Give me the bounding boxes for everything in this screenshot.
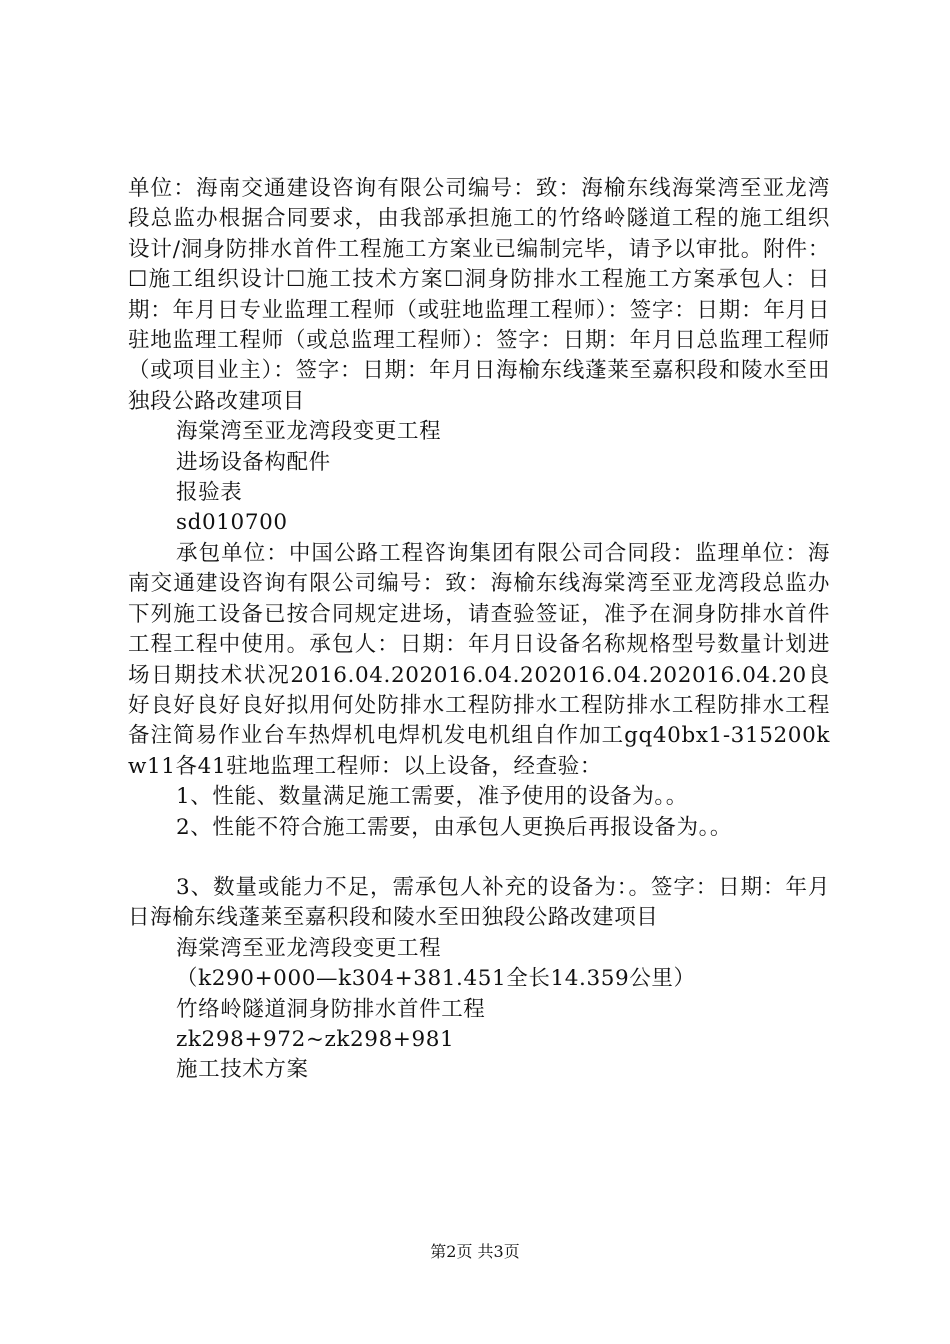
page-number-footer: 第2页 共3页 [430,1242,520,1261]
paragraph-project-section: 海棠湾至亚龙湾段变更工程 [176,419,442,445]
paragraph-form-code: sd010700 [176,510,288,536]
paragraph-item-1: 1、性能、数量满足施工需要，准予使用的设备为。。 [176,784,688,810]
paragraph-chainage-range: （k290+000—k304+381.451全长14.359公里） [176,966,696,992]
paragraph-tunnel-work: 竹络岭隧道洞身防排水首件工程 [176,996,486,1022]
paragraph-gap [128,843,830,873]
paragraph-equipment-title: 进场设备构配件 [176,449,331,475]
paragraph-item-2: 2、性能不符合施工需要，由承包人更换后再报设备为。。 [176,814,733,840]
paragraph-form-title: 报验表 [176,480,243,506]
paragraph-project-section-2: 海棠湾至亚龙湾段变更工程 [176,935,442,961]
paragraph-item-3: 3、数量或能力不足，需承包人补充的设备为：。签字：日期：年月日海榆东线蓬莱至嘉积段和陵水至田独段公路改建项目 [128,874,830,931]
paragraph-chainage-station: zk298+972~zk298+981 [176,1026,455,1052]
paragraph-technical-plan: 施工技术方案 [176,1057,309,1083]
paragraph-approval-request: 单位：海南交通建设咨询有限公司编号：致：海榆东线海棠湾至亚龙湾段总监办根据合同要求，由我部承担施工的竹络岭隧道工程的施工组织设计/洞身防排水首件工程施工方案业已编制完毕，请予以审批。附件：☐施工组织设计☐施工技术方案☐洞身防排水工程施工方案承包人：日期：年月日专业监理工程师（或驻地监理工程师）：签字：日期：年月日驻地监理工程师（或总监理工程师）：签字：日期：年月日总监理工程师（或项目业主）：签字：日期：年月日海榆东线蓬莱至嘉积段和陵水至田独段公路改建项目 [128,176,830,414]
paragraph-equipment-report: 承包单位：中国公路工程咨询集团有限公司合同段：监理单位：海南交通建设咨询有限公司编号：致：海榆东线海棠湾至亚龙湾段总监办下列施工设备已按合同规定进场，请查验签证，准予在洞身防排水首件工程工程中使用。承包人：日期：年月日设备名称规格型号数量计划进场日期技术状况2016.04.202016.04.202016.04.202016.04.20良好良好良好良好拟用何处防排水工程防排水工程防排水工程防排水工程备注简易作业台车热焊机电焊机发电机组自作加工gq40bx1-315200kw11各41驻地监理工程师：以上设备，经查验： [128,540,830,779]
document-body [128,174,830,1086]
